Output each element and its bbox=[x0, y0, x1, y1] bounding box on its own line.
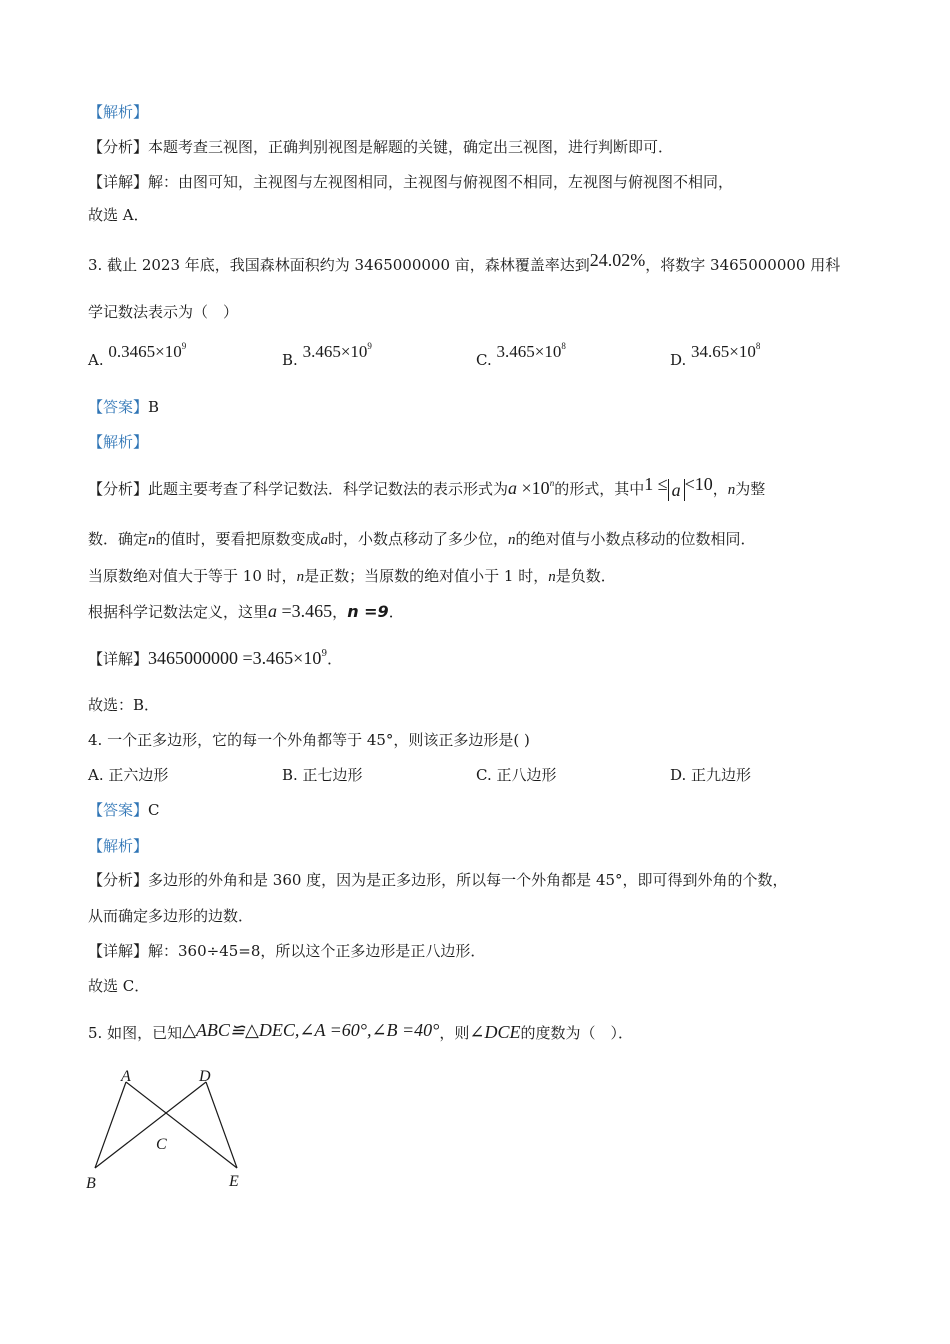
q4-answer-value: C bbox=[148, 801, 160, 819]
label-e: E bbox=[229, 1173, 239, 1190]
label-d: D bbox=[199, 1068, 211, 1085]
q5-stem: 5. 如图，已知△ABC≌△DEC,∠A =60°,∠B =40°，则∠DCE的度数为（ ）． bbox=[88, 1020, 634, 1042]
q3-stem-line1 bbox=[88, 250, 841, 275]
q3-answer-tag: 【答案】 bbox=[88, 398, 149, 416]
segment-bd bbox=[95, 1082, 206, 1168]
q3-fenxi-tag: 【分析】 bbox=[88, 480, 149, 498]
q5-angle: ∠DCE bbox=[469, 1022, 521, 1042]
q3-fenxi-line1: 【分析】此题主要考查了科学记数法．科学记数法的表示形式为$a \times 10^n$的形式，其中1 ≤ a <10，n为整 bbox=[88, 474, 766, 500]
q3-jiexi-tag: 【解析】 bbox=[88, 433, 149, 451]
segment-ab bbox=[95, 1082, 126, 1168]
q2-fenxi-tag: 【分析】 bbox=[88, 138, 149, 156]
q2-xiangjie-tag: 【详解】 bbox=[88, 173, 149, 191]
q3-choice: 故选：B． bbox=[88, 696, 160, 714]
segment-ae bbox=[126, 1082, 237, 1168]
q3-option-c bbox=[476, 341, 566, 370]
q4-fenxi-line2: 从而确定多边形的边数． bbox=[88, 907, 254, 925]
q3-rate: 24.02% bbox=[589, 250, 646, 270]
q2-fenxi-text: 本题考查三视图，正确判别视图是解题的关键，确定出三视图，进行判断即可． bbox=[148, 138, 674, 156]
q3-option-b bbox=[282, 341, 372, 370]
q3-answer-value: B bbox=[148, 398, 160, 416]
label-c: C bbox=[156, 1136, 167, 1153]
q3-option-d-value: $34.65\times 10^8$ bbox=[691, 341, 761, 361]
q4-stem: 4. 一个正多边形，它的每一个外角都等于 45°，则该正多边形是( ) bbox=[88, 731, 530, 749]
q3-fenxi-line2: 数．确定n的值时，要看把原数变成a时，小数点移动了多少位，n的绝对值与小数点移动的位数相同． bbox=[88, 530, 756, 548]
q3-fenxi-line4: 根据科学记数法定义，这里a =3.465，n =9． bbox=[88, 601, 404, 621]
q4-fenxi-line1: 【分析】多边形的外角和是 360 度，因为是正多边形，所以每一个外角都是 45°，即可得到外角的个数， bbox=[88, 871, 788, 889]
q4-xiangjie-tag: 【详解】 bbox=[88, 942, 149, 960]
q2-xiangjie bbox=[88, 172, 733, 192]
q3-stem-a: 3. 截止 2023 年底，我国森林面积约为 3465000000 亩，森林覆盖率达到 bbox=[88, 256, 590, 274]
q4-answer-tag: 【答案】 bbox=[88, 801, 149, 819]
q4-choice: 故选 C． bbox=[88, 977, 150, 995]
q3-option-c-label: C. bbox=[476, 351, 492, 369]
q5-figure bbox=[80, 1064, 280, 1194]
q3-xiangjie: 【详解】$3465000000 =3.465\times 10^9$． bbox=[88, 648, 343, 668]
q4-option-a: A. 正六边形 bbox=[88, 766, 169, 784]
q4-jiexi-tag: 【解析】 bbox=[88, 837, 149, 855]
q3-option-a-label: A. bbox=[88, 351, 104, 369]
q3-answer bbox=[88, 397, 159, 417]
q3-stem-c: 学记数法表示为（ ） bbox=[88, 303, 239, 321]
label-b: B bbox=[86, 1175, 96, 1192]
q3-option-d-label: D. bbox=[670, 351, 687, 369]
q4-answer bbox=[88, 800, 160, 820]
q2-jiexi-tag: 【解析】 bbox=[88, 103, 149, 121]
q3-xiangjie-tag: 【详解】 bbox=[88, 650, 149, 668]
q3-option-a-value: $0.3465\times 10^9$ bbox=[108, 341, 187, 361]
q4-option-c: C. 正八边形 bbox=[476, 766, 557, 784]
q5-formula: △ABC≌△DEC,∠A =60°,∠B =40° bbox=[182, 1020, 440, 1040]
q2-fenxi bbox=[88, 137, 673, 157]
q3-abs-a: a bbox=[668, 479, 685, 501]
q4-xiangjie: 【详解】解：360÷45=8，所以这个正多边形是正八边形． bbox=[88, 942, 486, 960]
q3-option-a bbox=[88, 341, 187, 370]
q4-fenxi-tag: 【分析】 bbox=[88, 871, 149, 889]
q4-option-d: D. 正九边形 bbox=[670, 766, 752, 784]
segment-de bbox=[206, 1082, 237, 1168]
q3-option-c-value: $3.465\times 10^8$ bbox=[496, 341, 566, 361]
q3-stem-b: ，将数字 3465000000 用科 bbox=[645, 256, 841, 274]
q2-xiangjie-text: 解：由图可知，主视图与左视图相同，主视图与俯视图不相同，左视图与俯视图不相同， bbox=[148, 173, 734, 191]
q3-fenxi-line3: 当原数绝对值大于等于 10 时，n是正数；当原数的绝对值小于 1 时，n是负数． bbox=[88, 567, 616, 585]
q3-option-b-label: B. bbox=[282, 351, 298, 369]
q3-option-d bbox=[670, 341, 761, 370]
q2-choice: 故选 A． bbox=[88, 206, 149, 224]
label-a: A bbox=[121, 1068, 131, 1085]
q4-option-b: B. 正七边形 bbox=[282, 766, 363, 784]
q3-option-b-value: $3.465\times 10^9$ bbox=[302, 341, 372, 361]
